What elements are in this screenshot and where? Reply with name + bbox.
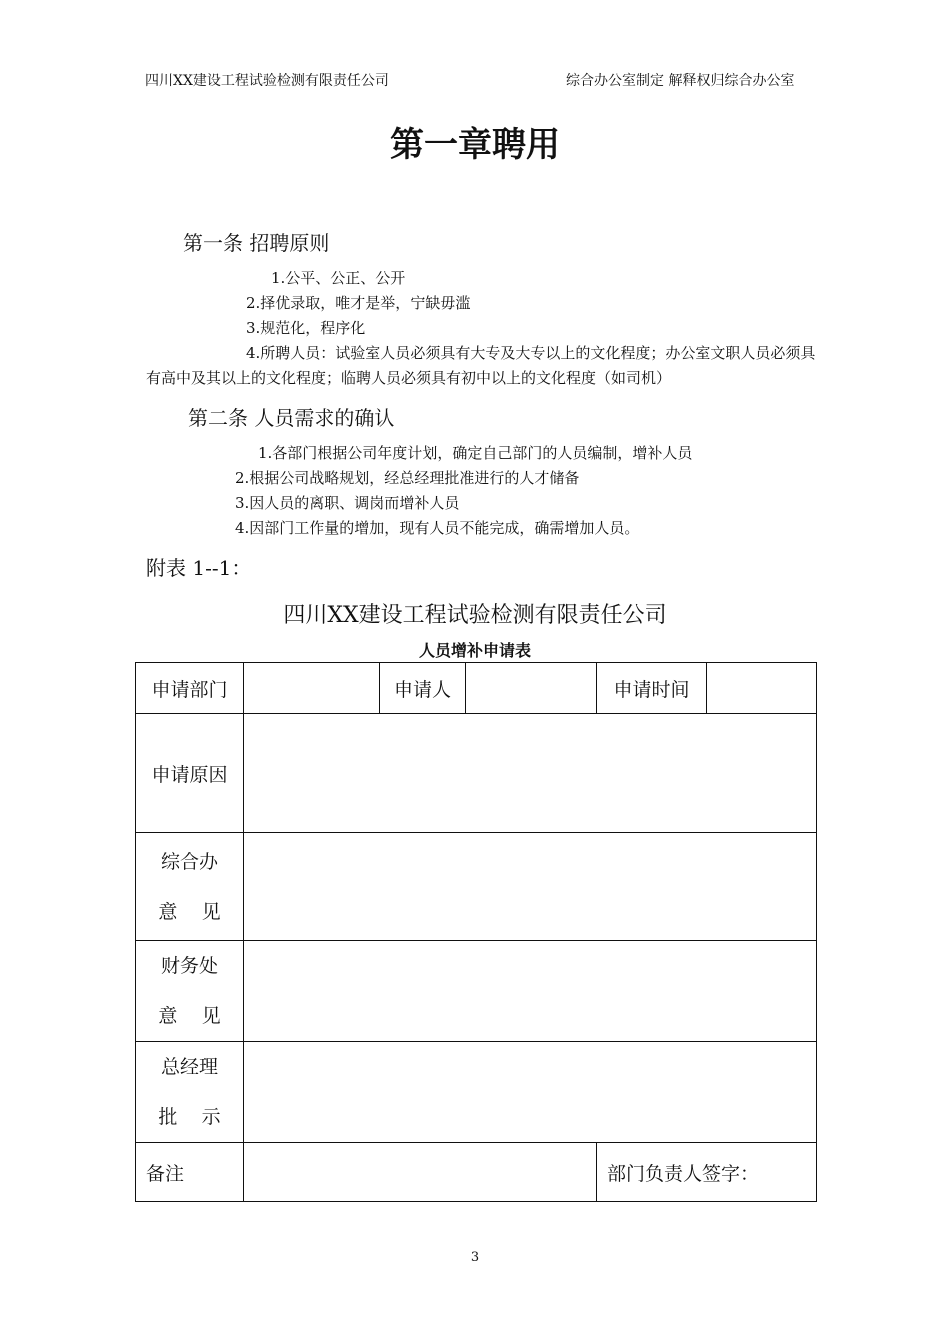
applicant-field[interactable]: [466, 663, 597, 714]
form-row-basic: [136, 663, 817, 714]
form-row-gm: [136, 1042, 817, 1143]
time-label: 申请时间: [597, 663, 707, 714]
header-company: 四川XX建设工程试验检测有限责任公司: [145, 73, 389, 89]
remark-label: 备注: [136, 1143, 244, 1202]
dept-label: 申请部门: [136, 663, 244, 714]
article-2-item-2: 2.根据公司战略规划，经总经理批准进行的人才储备: [235, 469, 580, 487]
page-number: 3: [470, 1250, 480, 1265]
article-1-title: 第一条 招聘原则: [183, 231, 330, 255]
appendix-label: 附表 1--1：: [146, 556, 252, 580]
office-label-line1: 综合办: [160, 850, 218, 873]
form-row-office: [136, 833, 817, 941]
article-1-item-2: 2.择优录取，唯才是举，宁缺毋滥: [246, 294, 471, 312]
gm-label-line1: 总经理: [160, 1056, 218, 1078]
article-2-item-3: 3.因人员的离职、调岗而增补人员: [235, 494, 460, 512]
finance-opinion-field[interactable]: [244, 941, 817, 1042]
article-2-item-1: 1.各部门根据公司年度计划，确定自己部门的人员编制，增补人员: [258, 444, 693, 462]
gm-label: [136, 1042, 244, 1143]
article-1-item-4: 4.所聘人员：试验室人员必须具有大专及大专以上的文化程度；办公室文职人员必须具有高中及其以上的文化程度；临聘人员必须具有初中以上的文化程度（如司机）: [146, 344, 816, 387]
applicant-label: 申请人: [380, 663, 466, 714]
header-note: 综合办公室制定 解释权归综合办公室: [566, 73, 795, 89]
form-row-finance: [136, 941, 817, 1042]
gm-instruction-field[interactable]: [244, 1042, 817, 1143]
form-row-remark: [136, 1143, 817, 1202]
reason-field[interactable]: [244, 714, 817, 833]
office-label-line2: 意 见: [158, 900, 221, 923]
office-opinion-field[interactable]: [244, 833, 817, 941]
signature-label[interactable]: 部门负责人签字：: [597, 1143, 817, 1202]
finance-label: [136, 941, 244, 1042]
finance-label-line2: 意 见: [158, 1005, 221, 1027]
article-2-item-4: 4.因部门工作量的增加，现有人员不能完成，确需增加人员。: [235, 519, 640, 537]
gm-label-line2: 批 示: [158, 1106, 221, 1128]
form-title: 人员增补申请表: [418, 641, 531, 660]
form-company: 四川XX建设工程试验检测有限责任公司: [283, 603, 667, 628]
remark-field[interactable]: [244, 1143, 597, 1202]
application-form-table: [135, 662, 817, 1202]
form-row-reason: [136, 714, 817, 833]
reason-label: 申请原因: [136, 714, 244, 833]
finance-label-line1: 财务处: [160, 955, 218, 977]
article-1-item-3: 3.规范化，程序化: [246, 319, 366, 337]
article-1-item-1: 1.公平、公正、公开: [271, 269, 406, 287]
chapter-title: 第一章聘用: [390, 125, 560, 165]
article-2-title: 第二条 人员需求的确认: [188, 406, 395, 430]
time-field[interactable]: [707, 663, 817, 714]
dept-field[interactable]: [244, 663, 380, 714]
office-label: [136, 833, 244, 941]
